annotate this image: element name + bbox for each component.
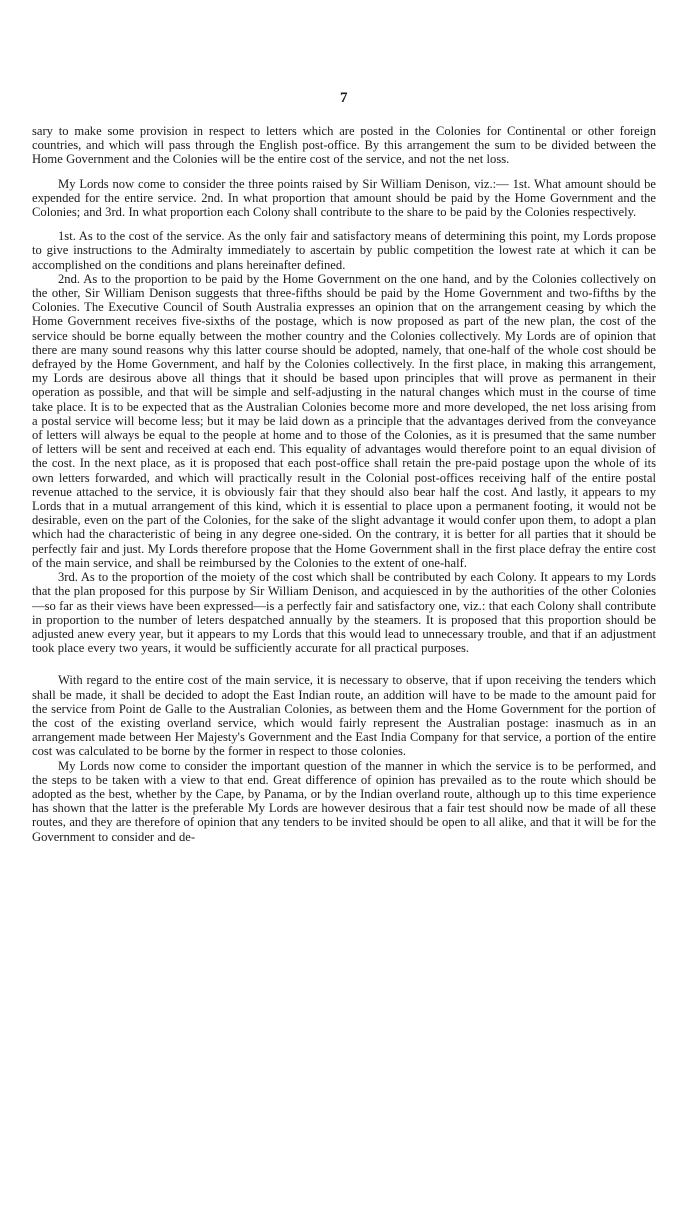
paragraph-second-point: 2nd. As to the proportion to be paid by the Home Government on the one hand, and by the Colonies collectively on the other, Sir William Denison suggests that three-fifths should be paid by the Home Government and two-fifths by the Colonies. The Executive Council of South Australia expresses an opinion that on the arrangement ceasing by which the Home Government receives five-sixths of the postage, which is now proposed as part of the new plan, the cost of the service should be borne equally between the mother country and the Colonies collectively. My Lords are of opinion that there are many sound reasons why this latter course should be adopted, namely, that one-half of the whole cost should be defrayed by the Home Government, and half by the Colonies collectively. In the first place, in making this arrangement, my Lords are desirous above all things that it should be based upon principles that will prove as permanent in their operation as possible, and that will be simple and self-adjusting in the natural changes which must in the course of time take place. It is to be expected that as the Australian Colonies become more and more developed, the net loss arising from a postal service will become less; but it may be laid down as a principle that the advantages derived from the conveyance of letters will always be equal to the people at home and to those of the Colonies, as it is presumed that the same number of letters will be sent and received at each end. This equality of advantages would therefore point to an equal division of the cost. In the next place, as it is proposed that each post-office shall retain the pre-paid postage upon the whole of its own letters forwarded, and which will practically result in the Colonial post-offices receiving half of the entire postal revenue attached to the service, it is obviously fair that they should also bear half the cost. And lastly, it appears to my Lords that in a mutual arrangement of this kind, which it is essential to place upon a permanent footing, it would not be desirable, even on the part of the Colonies, for the sake of the slight advantage it would confer upon them, to adopt a plan which had the characteristic of being in any degree one-sided. On the contrary, it is better for all parties that it should be perfectly fair and just. My Lords therefore propose that the Home Government shall in the first place defray the entire cost of the main service, and shall be reimbursed by the Colonies to the extent of one-half. <box>32 271 656 570</box>
paragraph-continuation: sary to make some provision in respect to letters which are posted in the Colonies for Continental or other foreign countries, and which will pass through the English post-office. By this arrangement the sum to be divided between the Home Government and the Colonies will be the entire cost of the service, and not the net loss. <box>32 124 656 167</box>
paragraph-first-point: 1st. As to the cost of the service. As the only fair and satisfactory means of determining this point, my Lords propose to give instructions to the Admiralty immediately to ascertain by public competition the lowest rate at which it can be accomplished on the conditions and plans hereinafter defined. <box>32 229 656 272</box>
paragraph-main-service-cost: With regard to the entire cost of the main service, it is necessary to observe, that if upon receiving the tenders which shall be made, it shall be decided to adopt the East Indian route, an addition will have to be made to the amount paid for the service from Point de Galle to the Australian Colonies, as between them and the Home Government for the portion of the cost of the existing overland service, which would fairly represent the Australian postage: inasmuch as in an arrangement made between Her Majesty's Government and the East India Company for that service, a portion of the entire cost was calculated to be borne by the former in respect to those colonies. <box>32 673 656 759</box>
body-text <box>32 124 656 844</box>
paragraph-third-point: 3rd. As to the proportion of the moiety of the cost which shall be contributed by each Colony. It appears to my Lords that the plan proposed for this purpose by Sir William Denison, and acquiesced in by the authorities of the other Colonies—so far as their views have been expressed—is a perfectly fair and satisfactory one, viz.: that each Colony shall contribute in proportion to the number of leters despatched annually by the steamers. It is proposed that this proportion should be adjusted anew every year, but it appears to my Lords that this would lead to unnecessary trouble, and that if an adjustment took place every two years, it would be sufficiently accurate for all practical purposes. <box>32 570 656 656</box>
paragraph-route-question: My Lords now come to consider the important question of the manner in which the service is to be performed, and the steps to be taken with a view to that end. Great difference of opinion has prevailed as to the route which should be adopted as the best, whether by the Cape, by Panama, or by the Indian overland route, although up to this time experience has shown that the latter is the preferable My Lords are however desirous that a fair test should now be made of all these routes, and they are therefore of opinion that any tenders to be invited should be open to all alike, and that it will be for the Government to consider and de- <box>32 758 656 844</box>
page-number: 7 <box>340 90 348 106</box>
paragraph-three-points: My Lords now come to consider the three points raised by Sir William Denison, viz.:— 1st. What amount should be expended for the entire service. 2nd. In what proportion that amount should be paid by the Home Government and the Colonies; and 3rd. In what proportion each Colony shall contribute to the share to be paid by the Colonies respectively. <box>32 176 656 220</box>
document-page <box>32 0 656 1212</box>
